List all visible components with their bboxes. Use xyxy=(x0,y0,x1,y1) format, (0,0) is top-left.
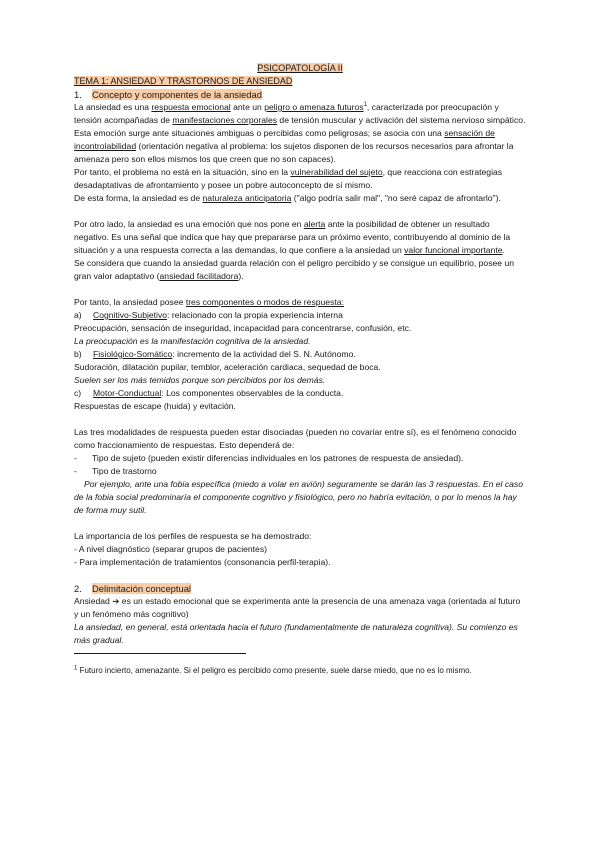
paragraph-ansiedad-def: Ansiedad ➔ es un estado emocional que se experimenta ante la presencia de una amenaza vaga (orientada al futuro y un fenómeno más cognitivo) xyxy=(74,596,521,619)
paragraph-facilitadora: Se considera que cuando la ansiedad guarda relación con el peligro percibido y se consigue un equilibrio, posee un gran valor adaptativo (ansiedad facilitadora). xyxy=(74,258,515,281)
footnote: $^1$ Futuro incierto, amenazante. Si el peligro es percibido como presente, suele darse miedo, que no es lo mismo. xyxy=(74,665,472,675)
paragraph-definition: La ansiedad es una respuesta emocional ante un peligro o amenaza futuros$^1$, caracterizada por preocupación y tensión acompañadas de manifestaciones corporales de tensión muscular y activación del sistema nervioso simpático. xyxy=(74,102,526,125)
paragraph-perfiles: La importancia de los perfiles de respuesta se ha demostrado: xyxy=(74,531,312,541)
paragraph-componentes: Por tanto, la ansiedad posee tres componentes o modos de respuesta: xyxy=(74,297,344,307)
section-1-heading: 1. Concepto y componentes de la ansiedad xyxy=(74,89,262,100)
component-b: b) Fisiológico-Somático: incremento de la actividad del S. N. Autónomo. xyxy=(74,349,356,359)
document-title: PSICOPATOLOGÍA II xyxy=(257,63,343,73)
document-body xyxy=(74,62,526,677)
component-a: a) Cognitivo-Subjetivo: relacionado con la propia experiencia interna xyxy=(74,310,343,320)
paragraph-vulnerabilidad: Por tanto, el problema no está en la situación, sino en la vulnerabilidad del sujeto, que reacciona con estrategias desadaptativas de afrontamiento y posee un pobre autoconcepto de sí mismo. xyxy=(74,167,503,190)
list-item: - Tipo de sujeto (pueden existir diferencias individuales en los patrones de respuesta de ansiedad). xyxy=(74,452,526,465)
paragraph-ansiedad-note: La ansiedad, en general, está orientada hacia el futuro (fundamentalmente de naturaleza cognitiva). Su comienzo es más gradual. xyxy=(74,622,518,645)
list-item: - Tipo de trastorno xyxy=(74,465,526,478)
component-b-detail: Sudoración, dilatación pupilar, temblor, aceleración cardiaca, sequedad de boca. xyxy=(74,362,381,372)
paragraph-incontrolabilidad: Esta emoción surge ante situaciones ambiguas o percibidas como peligrosas; se asocia con una sensación de incontrolabilidad (orientación negativa al problema: los sujetos disponen de los recursos necesarios para afrontar la amenaza pero son ellos mismos los que creen que no son capaces). xyxy=(74,128,514,164)
paragraph-example: Por ejemplo, ante una fobia específica (miedo a volar en avión) seguramente se darán las 3 respuestas. En el caso de la fobia social predominaría el componente cognitivo y fisiológico, pero no habría evitación, o por lo menos la hay de forma muy sutil. xyxy=(74,479,524,515)
footnote-divider xyxy=(74,653,246,654)
component-a-note: La preocupación es la manifestación cognitiva de la ansiedad. xyxy=(74,336,311,346)
component-b-note: Suelen ser los más temidos porque son percibidos por los demás. xyxy=(74,375,326,385)
component-c-detail: Respuestas de escape (huida) y evitación. xyxy=(74,401,236,411)
list-item: - Para implementación de tratamientos (consonancia perfil-terapia). xyxy=(74,557,331,567)
paragraph-anticipatoria: De esta forma, la ansiedad es de naturaleza anticipatoria ("algo podría salir mal", "no seré capaz de afrontarlo"). xyxy=(74,193,501,203)
footnote-ref: 1 xyxy=(363,102,367,109)
paragraph-alerta: Por otro lado, la ansiedad es una emoción que nos pone en alerta ante la posibilidad de obtener un resultado negativo. Es una señal que indica que hay que prepararse para un próximo evento, contribuyendo al dominio de la situación y a una respuesta correcta a las demandas, lo que confiere a la ansiedad un valor funcional importante. xyxy=(74,219,511,255)
list-item: - A nivel diagnóstico (separar grupos de pacientes) xyxy=(74,544,267,554)
chapter-heading: TEMA 1: ANSIEDAD Y TRASTORNOS DE ANSIEDAD xyxy=(74,76,293,86)
component-c: c) Motor-Conductual: Los componentes observables de la conducta. xyxy=(74,388,344,398)
component-a-detail: Preocupación, sensación de inseguridad, incapacidad para concentrarse, confusión, etc. xyxy=(74,323,412,333)
paragraph-fraccionamiento: Las tres modalidades de respuesta pueden estar disociadas (pueden no covariar entre sí), es el fenómeno conocido como fraccionamiento de respuestas. Esto dependerá de: xyxy=(74,427,517,450)
section-2-heading: 2. Delimitación conceptual xyxy=(74,583,192,594)
